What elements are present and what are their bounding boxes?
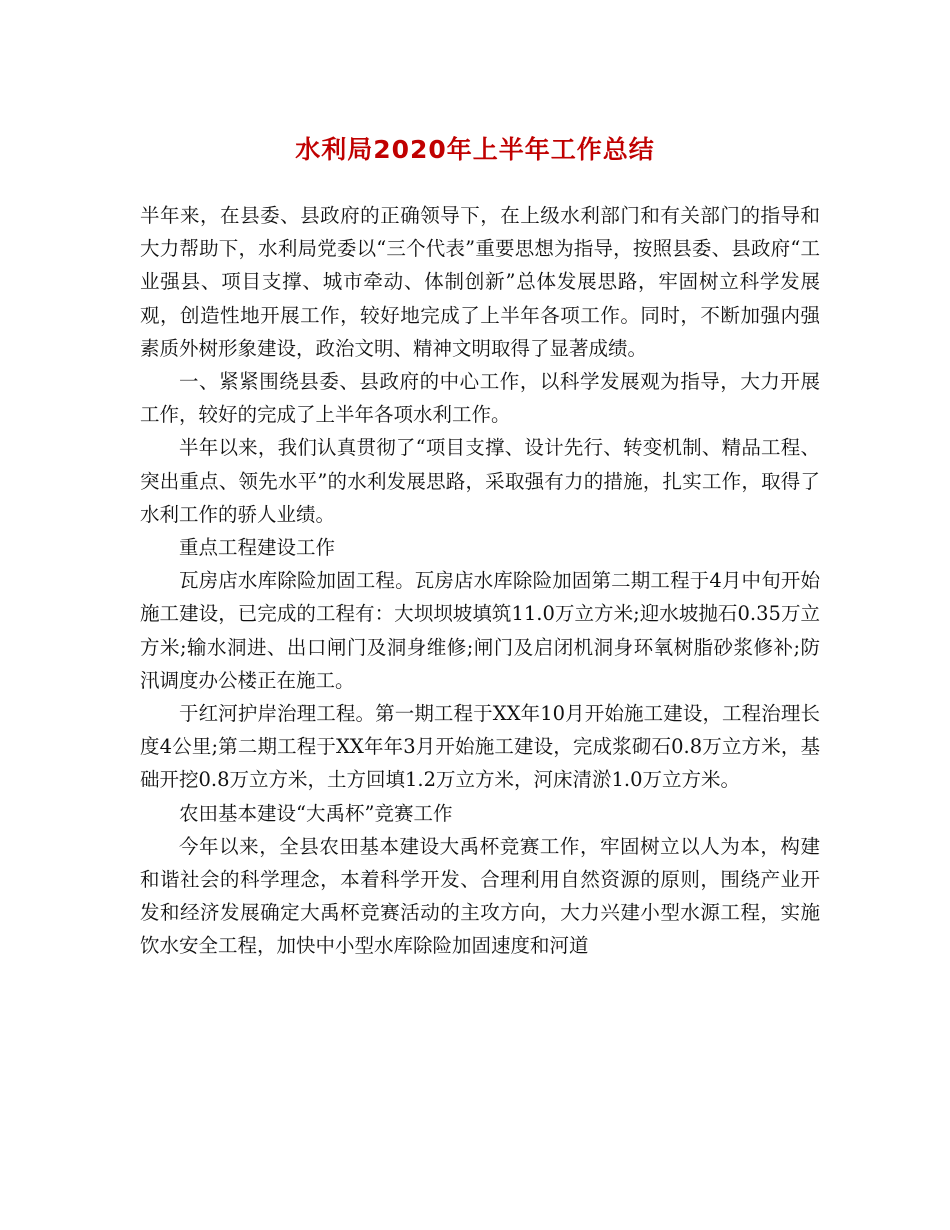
paragraph-reservoir-project: 瓦房店水库除险加固工程。瓦房店水库除险加固第二期工程于4月中旬开始施工建设，已完成的工程有：大坝坝坡填筑11.0万立方米;迎水坡抛石0.35万立方米;输水洞进、出口闸门及洞身维修;闸门及启闭机洞身环氧树脂砂浆修补;防汛调度办公楼正在施工。: [140, 569, 820, 692]
paragraph-river-project: 于红河护岸治理工程。第一期工程于XX年10月开始施工建设，工程治理长度4公里;第二期工程于XX年年3月开始施工建设，完成浆砌石0.8万立方米，基础开挖0.8万立方米，土方回填1.2万立方米，河床清淤1.0万立方米。: [140, 702, 820, 792]
subheading-key-projects: 重点工程建设工作: [179, 536, 336, 560]
subheading-dayu-cup: 农田基本建设“大禹杯”竞赛工作: [179, 801, 453, 825]
document-body: [140, 199, 820, 963]
paragraph-development-ideas: 半年以来，我们认真贯彻了“项目支撑、设计先行、转变机制、精品工程、突出重点、领先水平”的水利发展思路，采取强有力的措施，扎实工作，取得了水利工作的骄人业绩。: [140, 436, 820, 526]
paragraph-dayu-cup: 今年以来，全县农田基本建设大禹杯竞赛工作，牢固树立以人为本，构建和谐社会的科学理念，本着科学开发、合理利用自然资源的原则，围绕产业开发和经济发展确定大禹杯竞赛活动的主攻方向，大力兴建小型水源工程，实施饮水安全工程，加快中小型水库除险加固速度和河道: [140, 834, 820, 958]
document-title: 水利局2020年上半年工作总结: [295, 135, 655, 164]
paragraph-intro: 半年来，在县委、县政府的正确领导下，在上级水利部门和有关部门的指导和大力帮助下，水利局党委以“三个代表”重要思想为指导，按照县委、县政府“工业强县、项目支撑、城市牵动、体制创新”总体发展思路，牢固树立科学发展观，创造性地开展工作，较好地完成了上半年各项工作。同时，不断加强内强素质外树形象建设，政治文明、精神文明取得了显著成绩。: [140, 204, 820, 360]
paragraph-section-one: 一、紧紧围绕县委、县政府的中心工作，以科学发展观为指导，大力开展工作，较好的完成了上半年各项水利工作。: [140, 370, 820, 427]
